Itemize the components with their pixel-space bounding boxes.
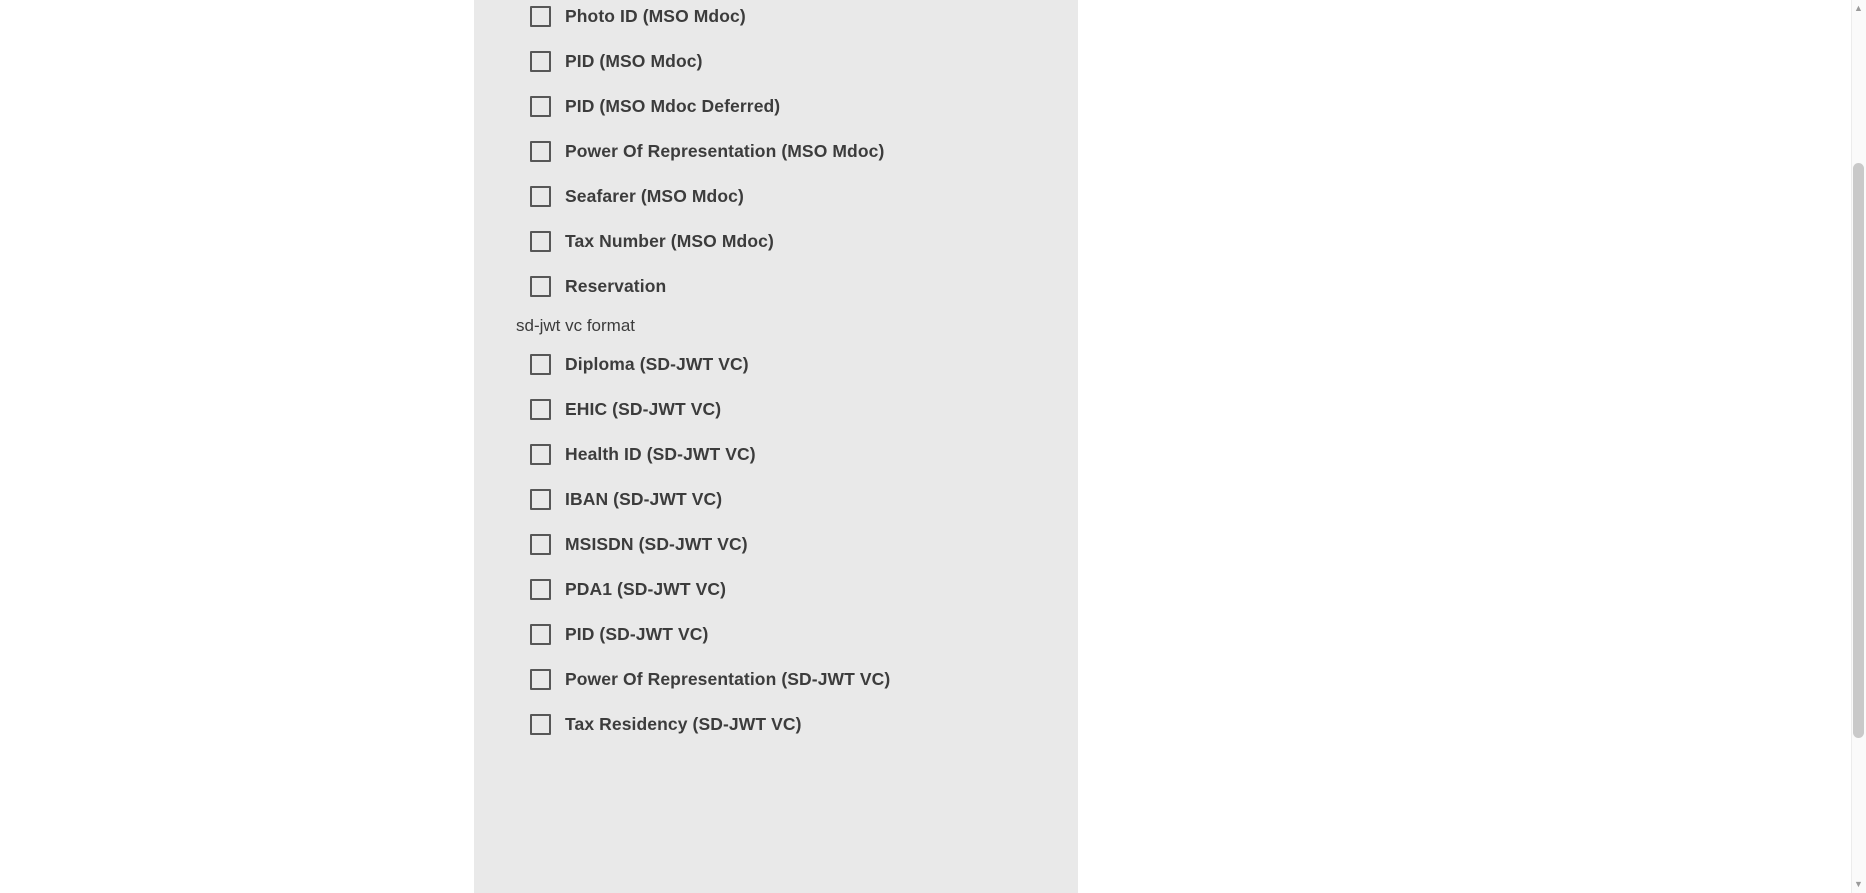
list-item-label: PDA1 (SD-JWT VC) xyxy=(565,578,727,599)
checkbox-icon[interactable] xyxy=(530,354,551,375)
list-item[interactable] xyxy=(474,174,1078,219)
list-item-label: Power Of Representation (SD-JWT VC) xyxy=(565,668,891,689)
list-item[interactable] xyxy=(474,612,1078,657)
list-item[interactable] xyxy=(474,129,1078,174)
checkbox-icon[interactable] xyxy=(530,6,551,27)
list-item-label: EHIC (SD-JWT VC) xyxy=(565,398,722,419)
checkbox-icon[interactable] xyxy=(530,96,551,117)
list-item[interactable] xyxy=(474,432,1078,477)
checkbox-icon[interactable] xyxy=(530,624,551,645)
list-item-label: PID (MSO Mdoc Deferred) xyxy=(565,95,781,116)
group-heading: sd-jwt vc format xyxy=(516,316,636,335)
credential-list-panel xyxy=(474,0,1078,893)
checkbox-icon[interactable] xyxy=(530,444,551,465)
checkbox-icon[interactable] xyxy=(530,276,551,297)
list-item[interactable] xyxy=(474,387,1078,432)
list-item[interactable] xyxy=(474,39,1078,84)
checkbox-icon[interactable] xyxy=(530,51,551,72)
list-item-label: Health ID (SD-JWT VC) xyxy=(565,443,756,464)
list-item-label: MSISDN (SD-JWT VC) xyxy=(565,533,748,554)
vertical-scrollbar[interactable] xyxy=(1851,0,1866,893)
list-item[interactable] xyxy=(474,702,1078,747)
list-item[interactable] xyxy=(474,0,1078,39)
checkbox-icon[interactable] xyxy=(530,186,551,207)
list-item[interactable] xyxy=(474,657,1078,702)
checkbox-icon[interactable] xyxy=(530,714,551,735)
list-item[interactable] xyxy=(474,219,1078,264)
checkbox-icon[interactable] xyxy=(530,231,551,252)
scroll-down-arrow-icon[interactable]: ▼ xyxy=(1854,879,1863,889)
checkbox-icon[interactable] xyxy=(530,534,551,555)
scrollbar-thumb[interactable] xyxy=(1853,163,1864,738)
list-item-label: PID (SD-JWT VC) xyxy=(565,623,709,644)
credential-group-mso-mdoc xyxy=(474,0,1078,309)
list-item[interactable] xyxy=(474,567,1078,612)
list-item-label: PID (MSO Mdoc) xyxy=(565,50,703,71)
list-item-label: IBAN (SD-JWT VC) xyxy=(565,488,723,509)
credential-group-sd-jwt-vc xyxy=(474,309,1078,747)
list-item-label: Seafarer (MSO Mdoc) xyxy=(565,185,744,206)
checkbox-icon[interactable] xyxy=(530,579,551,600)
list-item-label: Power Of Representation (MSO Mdoc) xyxy=(565,140,885,161)
list-item-label: Diploma (SD-JWT VC) xyxy=(565,353,749,374)
list-item[interactable] xyxy=(474,522,1078,567)
list-item-label: Reservation xyxy=(565,275,667,296)
credential-list xyxy=(474,0,1078,747)
list-item[interactable] xyxy=(474,264,1078,309)
scroll-up-arrow-icon[interactable]: ▲ xyxy=(1854,3,1863,13)
checkbox-icon[interactable] xyxy=(530,141,551,162)
list-item[interactable] xyxy=(474,84,1078,129)
list-item-label: Tax Number (MSO Mdoc) xyxy=(565,230,774,251)
list-item[interactable] xyxy=(474,342,1078,387)
checkbox-icon[interactable] xyxy=(530,489,551,510)
list-item-label: Photo ID (MSO Mdoc) xyxy=(565,5,746,26)
checkbox-icon[interactable] xyxy=(530,399,551,420)
list-item[interactable] xyxy=(474,477,1078,522)
checkbox-icon[interactable] xyxy=(530,669,551,690)
list-item-label: Tax Residency (SD-JWT VC) xyxy=(565,713,802,734)
